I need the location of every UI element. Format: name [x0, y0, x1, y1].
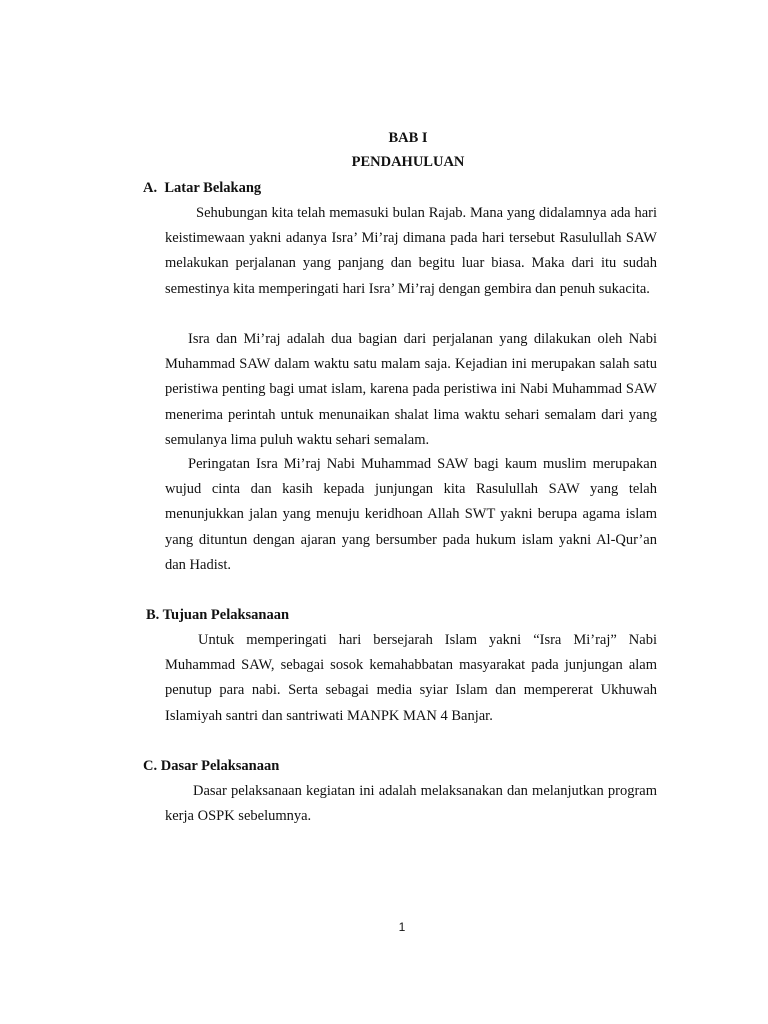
section-heading-latar-belakang: A. Latar Belakang: [143, 180, 262, 196]
section-heading-dasar: C. Dasar Pelaksanaan: [143, 758, 280, 774]
paragraph-latar-belakang-1: Sehubungan kita telah memasuki bulan Rajab. Mana yang didalamnya ada hari keistimewaan yakni adanya Isra’ Mi’raj dimana pada hari tersebut Rasulullah SAW melakukan perjalanan yang panjang dan begitu luar biasa. Maka dari itu sudah semestinya kita memperingati hari Isra’ Mi’raj dengan gembira dan penuh sukacita.: [165, 205, 657, 297]
paragraph-tujuan: Untuk memperingati hari bersejarah Islam yakni “Isra Mi’raj” Nabi Muhammad SAW, sebagai sosok kemahabbatan masyarakat pada junjungan alam penutup para nabi. Serta sebagai media syiar Islam dan mempererat Ukhuwah Islamiyah santri dan santriwati MANPK MAN 4 Banjar.: [165, 632, 657, 724]
paragraph-latar-belakang-2: Isra dan Mi’raj adalah dua bagian dari perjalanan yang dilakukan oleh Nabi Muhammad SAW dalam waktu satu malam saja. Kejadian ini merupakan salah satu peristiwa penting bagi umat islam, karena pada peristiwa ini Nabi Muhammad SAW menerima perintah untuk menunaikan shalat lima waktu sehari semalam dari yang semulanya lima puluh waktu sehari semalam.: [165, 331, 657, 448]
chapter-title: PENDAHULUAN: [351, 154, 465, 170]
paragraph-latar-belakang-3: Peringatan Isra Mi’raj Nabi Muhammad SAW bagi kaum muslim merupakan wujud cinta dan kasih kepada junjungan kita Rasulullah SAW yang telah menunjukkan jalan yang menuju keridhoan Allah SWT yakni berupa agama islam yang dituntun dengan ajaran yang bersumber pada hukum islam yakni Al-Qur’an dan Hadist.: [165, 456, 657, 573]
section-heading-tujuan: B. Tujuan Pelaksanaan: [146, 607, 290, 623]
chapter-number: BAB I: [388, 130, 428, 146]
paragraph-dasar: Dasar pelaksanaan kegiatan ini adalah melaksanakan dan melanjutkan program kerja OSPK sebelumnya.: [165, 783, 657, 825]
page-number: 1: [398, 920, 406, 934]
